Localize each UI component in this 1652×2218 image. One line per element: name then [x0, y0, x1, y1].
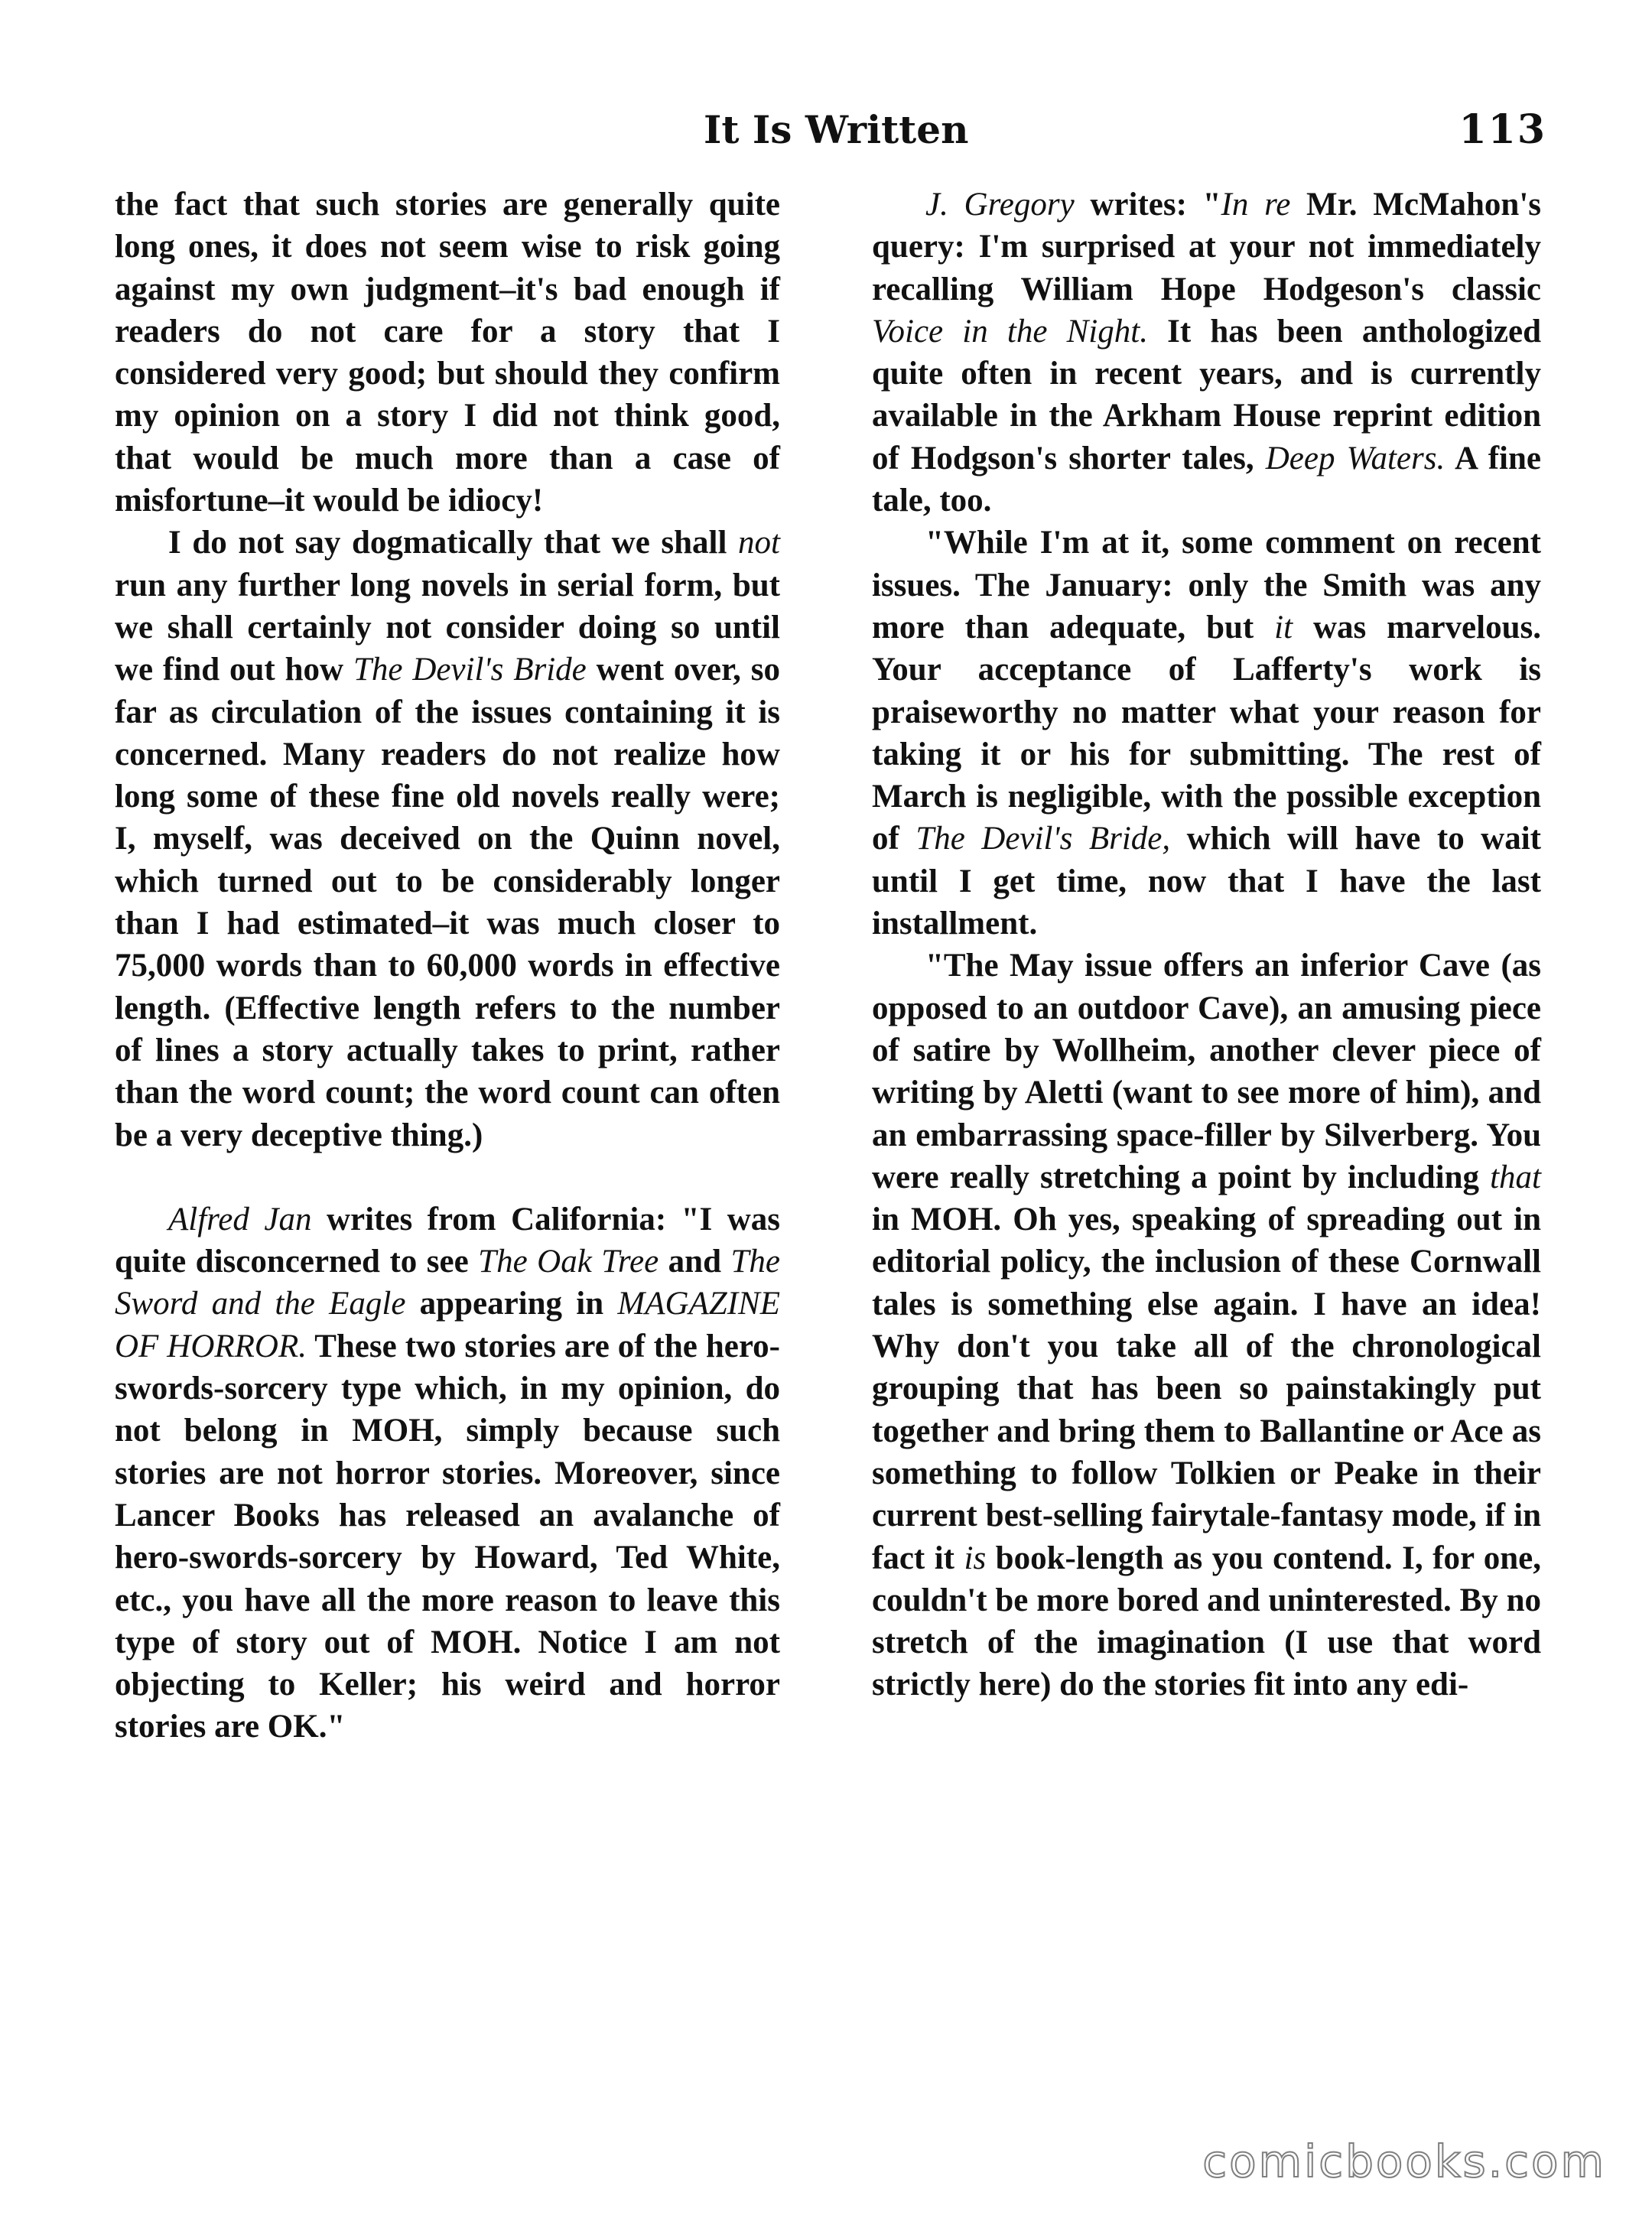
left-p3-text-d: and	[659, 1244, 731, 1280]
right-p1-text-d: Mr. McMahon's query: I'm surprised at your not immediately recalling William Hope Hodgeson's classic	[872, 187, 1542, 307]
left-p3-text-b: writes from California: "I was quite disconcerned to see	[115, 1201, 781, 1280]
right-p2-text-a: "While I'm at it, some comment on recent issues. The January: only the Smith was any more than adequate, but	[872, 525, 1541, 646]
right-p1-emphasis-in-re: In re	[1221, 187, 1291, 223]
right-p1-title-deep-waters: Deep Waters.	[1265, 440, 1446, 476]
right-paragraph-1	[872, 184, 1541, 522]
right-p2-text-e: which will have to wait until I get time, now that I have the last installment.	[872, 821, 1541, 942]
running-title: It Is Written	[704, 107, 969, 152]
left-p1-text: the fact that such stories are generally quite long ones, it does not seem wise to risk going against my own judgment–it's bad enough if readers do not care for a story that I considered very good; but should they confirm my opinion on a story I did not think good, that would be much more than a case of misfortune–it would be idiocy!	[115, 187, 780, 519]
right-p2-title-devils-bride: The Devil's Bride,	[915, 821, 1171, 857]
letter-author-j-gregory: J. Gregory	[925, 187, 1075, 223]
right-p3-text-c: in MOH. Oh yes, speaking of spreading out in editorial policy, the inclusion of these Cornwall tales is something else again. I have an idea! Why don't you take all of the chronological grouping that has been so painstakingly put together and bring them to Ballantine or Ace as something to follow Tolkien or Peake in their current best-selling fairytale-fantasy mode, if in fact it	[872, 1202, 1541, 1576]
right-p1-text-h: A fine tale, too.	[872, 440, 1541, 519]
right-p2-text-c: was marvelous. Your acceptance of Lafferty's work is praiseworthy no matter what your reason for taking it or his for submitting. The rest of March is negligible, with the possible exception of	[872, 609, 1541, 857]
left-p3-text-h: These two stories are of the hero-swords-sorcery type which, in my opinion, do not belong in MOH, simply because such stories are not horror stories. Moreover, since Lancer Books has released an avalanche of hero-swords-sorcery by Howard, Ted White, etc., you have all the more reason to leave this type of story out of MOH. Notice I am not objecting to Keller; his weird and horror stories are OK."	[115, 1328, 780, 1745]
right-p3-text-a: "The May issue offers an inferior Cave (as opposed to an outdoor Cave), an amusing piece of satire by Wollheim, another clever piece of writing by Aletti (want to see more of him), and an embarrassing space-filler by Silverberg. You were really stretching a point by including	[872, 948, 1541, 1195]
letter-author-alfred-jan: Alfred Jan	[168, 1201, 312, 1237]
right-p3-emphasis-that: that	[1490, 1159, 1541, 1195]
right-paragraph-3	[872, 945, 1541, 1706]
left-paragraph-3	[115, 1198, 780, 1748]
right-p3-text-e: book-length as you contend. I, for one, couldn't be more bored and uninterested. By no stretch of the imagination (I use that word strictly here) do the stories fit into any edi-	[872, 1540, 1541, 1703]
page-number: 113	[1459, 106, 1546, 153]
left-p2-title-devils-bride: The Devil's Bride	[353, 652, 587, 688]
left-p3-title-sword-eagle: The Sword and the Eagle	[115, 1244, 780, 1322]
left-p3-text-f: appearing in	[405, 1286, 618, 1322]
left-p2-text-e: went over, so far as circulation of the issues containing it is concerned. Many readers do not realize how long some of these fine old novels really were; I, myself, was deceived on the Quinn novel, which turned out to be considerably longer than I had estimated–it was much closer to 75,000 words than to 60,000 words in effective length. (Effective length refers to the number of lines a story actually takes to print, rather than the word count; the word count can often be a very deceptive thing.)	[115, 652, 780, 1153]
left-paragraph-1	[115, 184, 780, 522]
watermark: comicbooks.com	[1202, 2135, 1606, 2187]
right-paragraph-2	[872, 522, 1541, 945]
left-p3-title-magazine: MAGAZINE OF HORROR.	[115, 1286, 780, 1364]
left-p3-title-oak-tree: The Oak Tree	[478, 1244, 659, 1280]
right-column	[872, 184, 1541, 1706]
right-p2-emphasis-it: it	[1274, 609, 1293, 646]
right-p1-text-f: It has been anthologized quite often in recent years, and is currently available in the Arkham House reprint edition of Hodgson's shorter tales,	[872, 313, 1541, 476]
right-p1-text-b: writes: "	[1074, 187, 1221, 223]
left-p2-text-c: run any further long novels in serial form, but we shall certainly not consider doing so until we find out how	[115, 567, 780, 688]
running-head	[0, 103, 1652, 164]
left-paragraph-2	[115, 522, 780, 1156]
right-p3-emphasis-is: is	[964, 1540, 987, 1576]
left-p2-text-a: I do not say dogmatically that we shall	[168, 525, 739, 561]
right-p1-title-voice-night: Voice in the Night.	[872, 313, 1148, 350]
left-column	[115, 184, 780, 1748]
left-p2-emphasis-not: not	[738, 525, 780, 561]
